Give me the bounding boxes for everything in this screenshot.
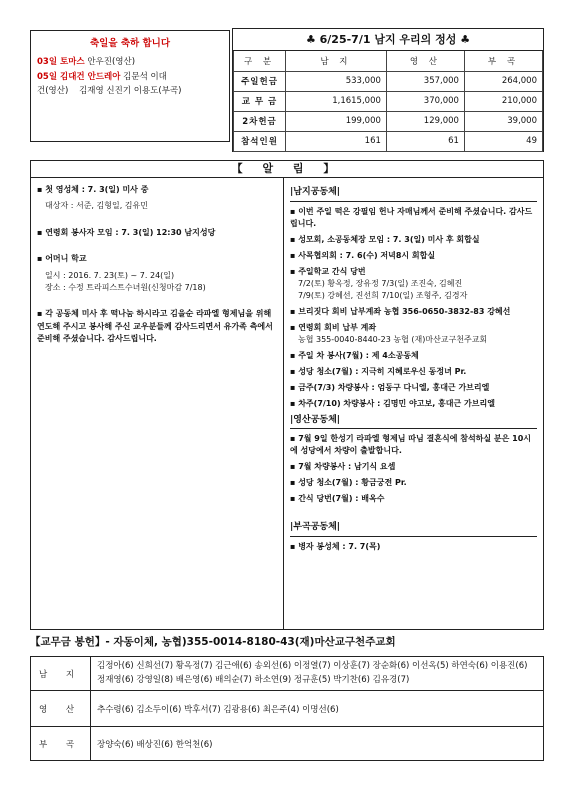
- offering-header: 영 산: [386, 51, 464, 71]
- birthday-line-1: [37, 55, 223, 70]
- birthday-names-1: 안우진(영산): [87, 56, 136, 67]
- cell-value: 161: [286, 131, 387, 151]
- notice-detail: 7/2(토) 황옥정, 장유정 7/3(일) 조진숙, 김혜진: [298, 278, 463, 288]
- notice-item: ▪ 7월 차량봉사 : 남기식 요셉: [290, 462, 396, 471]
- offering-table: [233, 51, 543, 152]
- offering-title: ♣ 6/25-7/1 남지 우리의 정성 ♣: [233, 29, 543, 51]
- birthday-date-2: 05일 김대건 안드레아: [37, 71, 121, 82]
- notice-item: ▪ 사목협의회 : 7. 6(수) 저녁8시 회합실: [290, 250, 436, 260]
- donor-names: 추수령(6) 김소두이(6) 박후서(7) 김광용(6) 최은주(4) 이명선(6): [91, 691, 544, 727]
- cell-value: 199,000: [286, 111, 387, 131]
- cell-value: 1,1615,000: [286, 91, 387, 111]
- donor-region: 남 지: [31, 657, 91, 691]
- notice-item: ▪ 각 공동체 미사 후 떡나눔 하시라고 김을순 라파엘 형제님을 위해 연도해 주시고 봉사해 주신 교우분들께 감사드리면서 유가족 측에서 준비해 주셨습니다. 감사드립니다.: [37, 309, 273, 344]
- notice-item: ▪ 병자 봉성체 : 7. 7(목): [290, 541, 381, 551]
- offering-header: 구 분: [234, 51, 286, 71]
- table-row: [31, 727, 544, 761]
- notice-detail: 일시 : 2016. 7. 23(토) ~ 7. 24(일): [45, 270, 175, 280]
- table-row: [234, 91, 543, 111]
- notice-item: ▪ 첫 영성체 : 7. 3(일) 미사 중: [37, 185, 149, 194]
- notice-item: ▪ 연령회 봉사자 모임 : 7. 3(일) 12:30 남지성당: [37, 227, 216, 237]
- birthday-title: 축일을 축하 합니다: [89, 38, 171, 49]
- row-label: 참석인원: [234, 131, 286, 151]
- birthday-box: [30, 30, 230, 142]
- cell-value: 61: [386, 131, 464, 151]
- notice-item: ▪ 어머니 학교: [37, 254, 87, 264]
- offering-header: 부 곡: [464, 51, 542, 71]
- table-row: [31, 657, 544, 691]
- section-title-namji: |남지공동체|: [290, 186, 537, 202]
- notice-item: ▪ 금주(7/3) 차량봉사 : 엄동구 다니엘, 홍대근 가브리엘: [290, 382, 490, 392]
- notice-item: ▪ 성모회, 소공동체장 모임 : 7. 3(일) 미사 후 회합실: [290, 234, 480, 244]
- section-title-bugok: |부곡공동체|: [290, 521, 537, 537]
- notice-header: 【 알 림 】: [30, 160, 544, 178]
- notice-detail: 대상자 : 서준, 김형일, 김유민: [45, 201, 148, 211]
- notice-item: ▪ 성당 청소(7월) : 황금궁전 Pr.: [290, 478, 407, 487]
- notice-item: ▪ 이번 주일 떡은 강필임 헌나 자매님께서 준비해 주셨습니다. 감사드립니다.: [290, 206, 533, 228]
- birthday-line-3: 건(영산) 김재영 신진기 이용도(부곡): [37, 86, 182, 97]
- notice-item: ▪ 간식 당번(7월) : 배옥수: [290, 494, 385, 503]
- table-row: [234, 111, 543, 131]
- notice-item: ▪ 브리짓다 회비 납부계좌 농협 356-0650-3832-83 강혜선: [290, 306, 511, 316]
- cell-value: 39,000: [464, 111, 542, 131]
- donors-table: [30, 656, 544, 761]
- notice-item: ▪ 연령회 회비 납부 계좌: [290, 322, 377, 332]
- cell-value: 129,000: [386, 111, 464, 131]
- notice-right-column: [284, 178, 544, 630]
- table-row: [234, 131, 543, 151]
- section-title-yeongsan: |영산공동체|: [290, 414, 537, 430]
- notice-left-column: [30, 178, 284, 630]
- cell-value: 49: [464, 131, 542, 151]
- row-label: 2차헌금: [234, 111, 286, 131]
- donor-names: 장양숙(6) 배상진(6) 한억천(6): [91, 727, 544, 761]
- birthday-line-2: [37, 70, 223, 85]
- donor-region: 부 곡: [31, 727, 91, 761]
- donor-names: 김정아(6) 신희선(7) 황옥정(7) 김근애(6) 송외선(6) 이정열(7) 이상훈(7) 장순화(6) 이선옥(5) 하연숙(6) 이용진(6) 정재영(6) 강영일(8) 배은영(6) 배의순(7) 하소연(9) 정규훈(5) 박기찬(6) 김유경(7): [91, 657, 544, 691]
- offering-box: [232, 28, 544, 152]
- donor-region: 영 산: [31, 691, 91, 727]
- notice-item: ▪ 주일 차 봉사(7월) : 제 4소공동체: [290, 350, 419, 360]
- table-row: [234, 71, 543, 91]
- cell-value: 533,000: [286, 71, 387, 91]
- notice-detail: 농협 355-0040-8440-23 농협 (재)마산교구천주교회: [298, 334, 488, 344]
- cell-value: 370,000: [386, 91, 464, 111]
- birthday-names-2: 김문석 이대: [123, 71, 167, 82]
- table-row: [31, 691, 544, 727]
- birthday-date-1: 03일 토마스: [37, 56, 85, 67]
- notice-item: ▪ 주일학교 간식 당번: [290, 266, 366, 276]
- cell-value: 357,000: [386, 71, 464, 91]
- cell-value: 210,000: [464, 91, 542, 111]
- account-info: 【교무금 봉헌】- 자동이체, 농협)355-0014-8180-43(재)마산교구천주교회: [30, 636, 396, 648]
- notice-detail: 장소 : 수정 트라피스트수녀원(신청마감 7/18): [45, 282, 206, 292]
- offering-header: 남 지: [286, 51, 387, 71]
- cell-value: 264,000: [464, 71, 542, 91]
- notice-item: ▪ 차주(7/10) 차량봉사 : 김명민 야고보, 홍대근 가브리엘: [290, 398, 495, 408]
- row-label: 주일헌금: [234, 71, 286, 91]
- notice-item: ▪ 7월 9일 한성기 라파엘 형제님 따님 결혼식에 참석하실 분은 10시에 성당에서 차량이 출발합니다.: [290, 434, 532, 455]
- notice-detail: 7/9(토) 강혜선, 진선희 7/10(일) 조형주, 김경자: [298, 290, 468, 300]
- row-label: 교 무 금: [234, 91, 286, 111]
- notice-item: ▪ 성당 청소(7월) : 지극히 지혜로우신 동정녀 Pr.: [290, 366, 467, 376]
